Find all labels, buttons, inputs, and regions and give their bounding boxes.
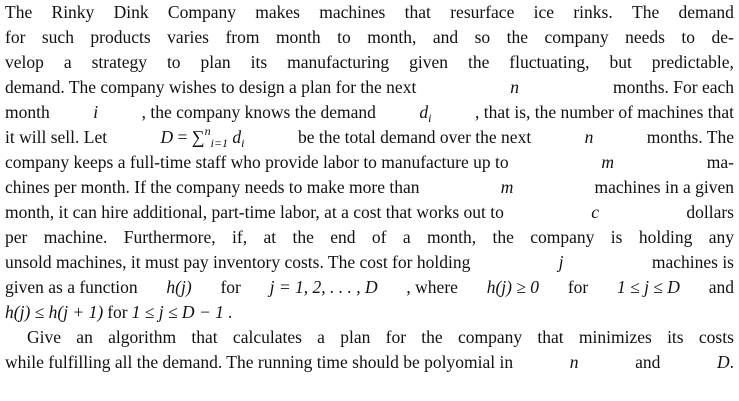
variable-D: D — [160, 127, 174, 147]
word: makes — [255, 2, 300, 22]
period: . — [729, 352, 734, 372]
word: to — [337, 27, 351, 47]
text-line-15 — [5, 350, 734, 375]
word: for — [5, 27, 26, 47]
text-line-8 — [5, 175, 734, 200]
variable-d: d — [419, 102, 429, 122]
math-expression: h(j) ≥ 0 — [486, 277, 540, 297]
variable-n: n — [569, 352, 579, 372]
text-fragment: . — [227, 302, 233, 322]
word: resurface — [450, 2, 515, 22]
word: calculates — [232, 327, 302, 347]
word: at — [263, 227, 277, 247]
text-fragment: for — [107, 302, 128, 322]
subscript-i: i — [241, 136, 245, 150]
text-fragment: for — [220, 277, 241, 297]
word: any — [708, 227, 734, 247]
variable-n: n — [584, 127, 594, 147]
word: manufacturing — [287, 52, 390, 72]
text-fragment: month — [5, 102, 50, 122]
variable-n: n — [510, 77, 520, 97]
word: an — [76, 327, 93, 347]
text-fragment: ma- — [706, 152, 734, 172]
word: Dink — [113, 2, 149, 22]
word: The — [5, 2, 33, 22]
word: a — [402, 227, 411, 247]
variable-d: d — [232, 127, 242, 147]
text-fragment: chines per month. If the company needs to make more than — [5, 177, 420, 197]
word: algorithm — [108, 327, 177, 347]
word: that — [404, 2, 431, 22]
word: a — [63, 52, 72, 72]
word: machine. — [43, 227, 108, 247]
text-fragment: , where — [406, 277, 458, 297]
math-expression: 1 ≤ j ≤ D — [616, 277, 680, 297]
paragraph-1 — [5, 0, 734, 325]
word: the — [467, 52, 490, 72]
text-line-4 — [5, 75, 734, 100]
word: Rinky — [51, 2, 95, 22]
word: but — [609, 52, 632, 72]
math-expression: 1 ≤ j ≤ D − 1 — [131, 302, 224, 322]
word: for — [385, 327, 407, 347]
word: The — [632, 2, 660, 22]
word: a — [317, 327, 325, 347]
word: and — [432, 27, 459, 47]
text-line-12 — [5, 275, 734, 300]
text-fragment: , the company knows the demand — [141, 102, 376, 122]
sum-lower-limit: i=1 — [210, 136, 229, 150]
word: company — [457, 327, 523, 347]
variable-c: c — [591, 202, 600, 222]
text-line-7 — [5, 150, 734, 175]
demand-symbol — [419, 100, 431, 125]
word: the — [292, 227, 314, 247]
text-line-9 — [5, 200, 734, 225]
word: Furthermore, — [123, 227, 216, 247]
word: its — [667, 327, 684, 347]
word: minimizes — [578, 327, 652, 347]
word: company — [544, 27, 609, 47]
word: strategy — [91, 52, 147, 72]
word: the — [421, 327, 443, 347]
word: products — [90, 27, 151, 47]
word: month, — [427, 227, 477, 247]
word: predictable, — [651, 52, 734, 72]
word: that — [537, 327, 564, 347]
word: per — [5, 227, 28, 247]
equals-sign: = — [173, 127, 192, 147]
text-line-6 — [5, 125, 734, 150]
text-fragment: company keeps a full-time staff who provide labor to manufacture up to — [5, 152, 509, 172]
variable-m: m — [601, 152, 615, 172]
variable-i: i — [93, 102, 99, 122]
word: to — [166, 52, 181, 72]
text-line-13 — [5, 300, 734, 325]
word: such — [41, 27, 74, 47]
word: demand — [678, 2, 734, 22]
math-expression: h(j) ≤ h(j + 1) — [5, 302, 104, 322]
math-expression: h(j) — [166, 277, 192, 297]
word: costs — [698, 327, 734, 347]
text-fragment: while fulfilling all the demand. The running time should be polyomial in — [5, 352, 514, 372]
variable-m: m — [500, 177, 514, 197]
word: if, — [232, 227, 248, 247]
word: plan — [340, 327, 371, 347]
text-fragment: it will sell. Let — [5, 127, 108, 147]
final-expression — [717, 350, 734, 375]
text-fragment: unsold machines, it must pay inventory costs. The cost for holding — [5, 252, 471, 272]
text-fragment: and — [635, 352, 661, 372]
text-fragment: months. The — [646, 127, 734, 147]
text-fragment: machines is — [651, 252, 734, 272]
word: from — [225, 27, 260, 47]
word: de- — [711, 27, 734, 47]
variable-j: j — [558, 252, 564, 272]
word: to — [681, 27, 696, 47]
word: its — [250, 52, 268, 72]
word: Company — [167, 2, 236, 22]
text-fragment: for — [567, 277, 589, 297]
word: velop — [5, 52, 44, 72]
word: end — [330, 227, 356, 247]
word: month — [275, 27, 321, 47]
word: that — [191, 327, 218, 347]
word: rinks. — [573, 2, 613, 22]
paragraph-2 — [5, 325, 734, 375]
word: ice — [533, 2, 555, 22]
sum-expression — [161, 125, 245, 150]
text-fragment: and — [708, 277, 734, 297]
word: holding — [638, 227, 693, 247]
text-line-5 — [5, 100, 734, 125]
text-fragment: months. For each — [612, 77, 734, 97]
word: machines — [319, 2, 386, 22]
subscript-i: i — [428, 111, 432, 125]
variable-D: D — [716, 352, 730, 372]
text-fragment: , that is, the number of machines that — [474, 102, 734, 122]
sum-upper-limit: n — [204, 124, 211, 138]
word: so — [474, 27, 491, 47]
text-line-11 — [5, 250, 734, 275]
word: company — [530, 227, 595, 247]
word: plan — [200, 52, 231, 72]
math-expression: j = 1, 2, . . . , D — [269, 277, 378, 297]
text-line-2 — [5, 25, 734, 50]
text-fragment: be the total demand over the next — [297, 127, 532, 147]
text-line-14 — [5, 325, 734, 350]
text-fragment: month, it can hire additional, part-time labor, at a cost that works out to — [5, 202, 504, 222]
word: the — [506, 27, 528, 47]
text-fragment: machines in a given — [594, 177, 734, 197]
text-line-3 — [5, 50, 734, 75]
word: varies — [167, 27, 209, 47]
word: is — [610, 227, 623, 247]
word: needs — [625, 27, 665, 47]
word: the — [492, 227, 514, 247]
text-fragment: demand. The company wishes to design a plan for the next — [5, 77, 417, 97]
word: Give — [27, 327, 62, 347]
word: fluctuating, — [509, 52, 590, 72]
word: month, — [367, 27, 417, 47]
text-line-10 — [5, 225, 734, 250]
summation-symbol: ∑ — [191, 127, 205, 147]
text-line-1 — [5, 0, 734, 25]
text-fragment: given as a function — [5, 277, 138, 297]
word: given — [409, 52, 448, 72]
text-fragment: dollars — [686, 202, 734, 222]
word: of — [371, 227, 387, 247]
